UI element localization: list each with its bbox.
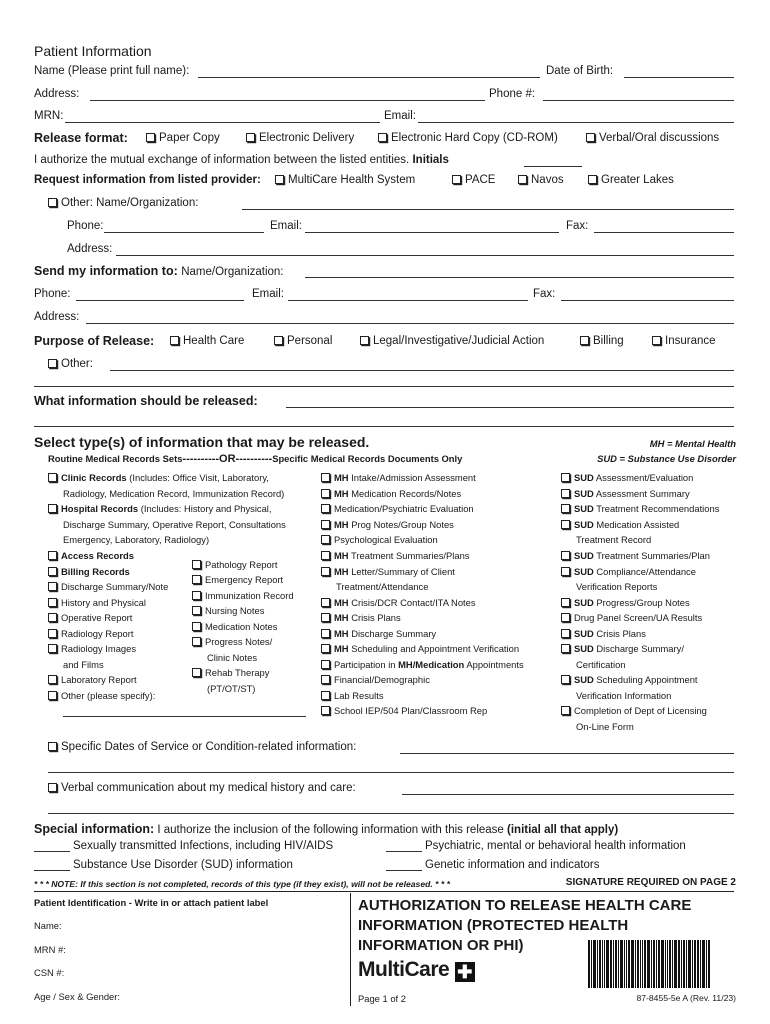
clinic-records-desc: Radiology, Medication Record, Immunization Record): [63, 488, 285, 499]
note-text: * * * NOTE: If this section is not completed, records of this type (if they exist), will not be released. * * *: [34, 879, 450, 889]
mh-intake[interactable]: MH Intake/Admission Assessment: [321, 472, 476, 483]
form-title-line2: INFORMATION (PROTECTED HEALTH: [358, 917, 629, 934]
send-name-field[interactable]: [305, 277, 734, 278]
mh-treatment-summaries[interactable]: MH Treatment Summaries/Plans: [321, 550, 469, 561]
checkbox-icon: [561, 489, 570, 498]
provider-fax-label: Fax:: [566, 220, 589, 232]
checkbox-icon: [561, 644, 570, 653]
provider-other[interactable]: Other: Name/Organization:: [48, 197, 198, 209]
name-field[interactable]: [198, 77, 540, 78]
email-label: Email:: [384, 110, 416, 122]
checkbox-icon: [586, 133, 595, 142]
emergency-report[interactable]: Emergency Report: [192, 574, 283, 585]
sud-initial-field[interactable]: [34, 870, 70, 871]
checkbox-icon: [192, 591, 201, 600]
checkbox-icon: [561, 567, 570, 576]
purpose-other-field[interactable]: [110, 370, 734, 371]
certification: Certification: [576, 659, 626, 670]
bottom-rule: [34, 891, 734, 892]
checkbox-icon: [192, 560, 201, 569]
mrn-label: MRN:: [34, 110, 64, 122]
hospital-records-desc: Discharge Summary, Operative Report, Consultations: [63, 519, 286, 530]
checkbox-icon: [192, 622, 201, 631]
checkbox-icon: [321, 489, 330, 498]
request-provider-label: Request information from listed provider:: [34, 174, 261, 186]
clinic-records[interactable]: Clinic Records (Includes: Office Visit, Laboratory,: [48, 472, 269, 483]
send-email-field[interactable]: [288, 300, 528, 301]
release-verbal[interactable]: Verbal/Oral discussions: [586, 132, 719, 144]
and-films: and Films: [63, 659, 104, 670]
provider-phone-label: Phone:: [67, 220, 104, 232]
what-info-label: What information should be released:: [34, 394, 258, 408]
checkbox-icon: [378, 133, 387, 142]
sud-medication-assisted[interactable]: SUD Medication Assisted: [561, 519, 679, 530]
what-info-field[interactable]: [286, 407, 734, 408]
verification-information: Verification Information: [576, 690, 672, 701]
psych-label: Psychiatric, mental or behavioral health information: [425, 840, 686, 852]
genetic-label: Genetic information and indicators: [425, 859, 600, 871]
checkbox-icon: [321, 598, 330, 607]
purpose-insurance[interactable]: Insurance: [652, 335, 716, 347]
mh-crisis-dcr[interactable]: MH Crisis/DCR Contact/ITA Notes: [321, 597, 476, 608]
other-specify-field[interactable]: [63, 716, 306, 717]
clinic-notes: Clinic Notes: [207, 652, 258, 663]
patient-id-age[interactable]: Age / Sex & Gender:: [34, 991, 120, 1002]
nursing-notes[interactable]: Nursing Notes: [192, 605, 264, 616]
checkbox-icon: [321, 520, 330, 529]
checkbox-icon: [360, 336, 369, 345]
verbal-communication[interactable]: Verbal communication about my medical history and care:: [48, 782, 356, 794]
checkbox-icon: [561, 629, 570, 638]
purpose-legal[interactable]: Legal/Investigative/Judicial Action: [360, 335, 544, 347]
discharge-summary[interactable]: Discharge Summary/Note: [48, 581, 168, 592]
sud-compliance[interactable]: SUD Compliance/Attendance: [561, 566, 696, 577]
participation-mh[interactable]: Participation in MH/Medication Appointments: [321, 659, 524, 670]
form-title-line3: INFORMATION OR PHI): [358, 937, 524, 954]
genetic-initial-field[interactable]: [386, 870, 422, 871]
provider-fax-field[interactable]: [594, 232, 734, 233]
checkbox-icon: [321, 644, 330, 653]
specific-dates-line2[interactable]: [48, 772, 734, 773]
provider-address-field[interactable]: [116, 255, 734, 256]
checkbox-icon: [321, 660, 330, 669]
signature-required: SIGNATURE REQUIRED ON PAGE 2: [565, 877, 736, 888]
rehab-therapy[interactable]: Rehab Therapy: [192, 667, 269, 678]
send-to: Send my information to: Name/Organization:: [34, 264, 284, 278]
completion-dept-licensing[interactable]: Completion of Dept of Licensing: [561, 705, 707, 716]
drug-panel-screen[interactable]: Drug Panel Screen/UA Results: [561, 612, 702, 623]
send-email-label: Email:: [252, 288, 284, 300]
mh-legend: MH = Mental Health: [649, 438, 736, 449]
provider-other-field[interactable]: [242, 209, 734, 210]
checkbox-icon: [48, 675, 57, 684]
logo-cross-icon: ✚: [455, 962, 475, 982]
verbal-field[interactable]: [402, 794, 734, 795]
sud-treatment-summaries[interactable]: SUD Treatment Summaries/Plan: [561, 550, 710, 561]
checkbox-icon: [48, 473, 57, 482]
form-title-line1: AUTHORIZATION TO RELEASE HEALTH CARE: [358, 897, 692, 914]
hospital-records[interactable]: Hospital Records (Includes: History and Physical,: [48, 503, 272, 514]
barcode: [588, 940, 738, 988]
checkbox-icon: [48, 783, 57, 792]
checkbox-icon: [321, 504, 330, 513]
mrn-field[interactable]: [65, 122, 380, 123]
mh-prog-notes[interactable]: MH Prog Notes/Group Notes: [321, 519, 454, 530]
release-cd-rom[interactable]: Electronic Hard Copy (CD-ROM): [378, 132, 558, 144]
checkbox-icon: [274, 336, 283, 345]
checkbox-icon: [48, 644, 57, 653]
send-address-label: Address:: [34, 311, 80, 323]
checkbox-icon: [48, 582, 57, 591]
checkbox-icon: [561, 504, 570, 513]
checkbox-icon: [192, 637, 201, 646]
immunization-record[interactable]: Immunization Record: [192, 590, 294, 601]
mh-crisis-plans[interactable]: MH Crisis Plans: [321, 612, 401, 623]
checkbox-icon: [246, 133, 255, 142]
checkbox-icon: [561, 706, 570, 715]
checkbox-icon: [561, 473, 570, 482]
send-phone-field[interactable]: [76, 300, 244, 301]
release-format-label: Release format:: [34, 131, 128, 145]
checkbox-icon: [652, 336, 661, 345]
patient-id-csn[interactable]: CSN #:: [34, 967, 65, 978]
school-iep[interactable]: School IEP/504 Plan/Classroom Rep: [321, 705, 487, 716]
treatment-record: Treatment Record: [576, 534, 652, 545]
pt-ot-st: (PT/OT/ST): [207, 683, 256, 694]
checkbox-icon: [48, 504, 57, 513]
patient-id-mrn[interactable]: MRN #:: [34, 944, 66, 955]
checkbox-icon: [146, 133, 155, 142]
psychological-evaluation[interactable]: Psychological Evaluation: [321, 534, 438, 545]
checkbox-icon: [192, 668, 201, 677]
bottom-divider: [350, 893, 351, 1006]
sud-assessment-summary[interactable]: SUD Assessment Summary: [561, 488, 690, 499]
checkbox-icon: [48, 613, 57, 622]
other-specify[interactable]: Other (please specify):: [48, 690, 155, 701]
medication-psychiatric-eval[interactable]: Medication/Psychiatric Evaluation: [321, 503, 474, 514]
checkbox-icon: [321, 706, 330, 715]
checkbox-icon: [321, 473, 330, 482]
checkbox-icon: [275, 175, 284, 184]
address-label: Address:: [34, 88, 80, 100]
checkbox-icon: [48, 629, 57, 638]
checkbox-icon: [518, 175, 527, 184]
send-phone-label: Phone:: [34, 288, 71, 300]
checkbox-icon: [48, 551, 57, 560]
provider-pace[interactable]: PACE: [452, 174, 495, 186]
release-electronic-delivery[interactable]: Electronic Delivery: [246, 132, 354, 144]
page-title: Patient Information: [34, 43, 152, 59]
checkbox-icon: [48, 359, 57, 368]
sud-legend: SUD = Substance Use Disorder: [597, 453, 736, 464]
checkbox-icon: [321, 551, 330, 560]
verbal-line2[interactable]: [48, 813, 734, 814]
checkbox-icon: [561, 551, 570, 560]
phone-field[interactable]: [543, 100, 734, 101]
release-paper-copy[interactable]: Paper Copy: [146, 132, 220, 144]
page-number: Page 1 of 2: [358, 993, 406, 1004]
checkbox-icon: [561, 520, 570, 529]
name-label: Name (Please print full name):: [34, 65, 190, 77]
address-field[interactable]: [90, 100, 485, 101]
mh-discharge-summary[interactable]: MH Discharge Summary: [321, 628, 436, 639]
progress-notes[interactable]: Progress Notes/: [192, 636, 272, 647]
initials-field[interactable]: [524, 166, 582, 167]
checkbox-icon: [321, 629, 330, 638]
authorize-text: I authorize the mutual exchange of information between the listed entities. Initials: [34, 154, 449, 166]
email-field[interactable]: [418, 122, 734, 123]
provider-email-field[interactable]: [305, 232, 559, 233]
phone-label: Phone #:: [489, 88, 536, 100]
checkbox-icon: [561, 675, 570, 684]
operative-report[interactable]: Operative Report: [48, 612, 132, 623]
checkbox-icon: [48, 198, 57, 207]
sud-discharge-summary[interactable]: SUD Discharge Summary/: [561, 643, 684, 654]
specific-dates-field[interactable]: [400, 753, 734, 754]
sud-crisis-plans[interactable]: SUD Crisis Plans: [561, 628, 646, 639]
purpose-other-line2[interactable]: [34, 386, 734, 387]
psych-initial-field[interactable]: [386, 851, 422, 852]
sud-assessment-eval[interactable]: SUD Assessment/Evaluation: [561, 472, 693, 483]
checkbox-icon: [321, 691, 330, 700]
provider-multicare[interactable]: MultiCare Health System: [275, 174, 415, 186]
provider-email-label: Email:: [270, 220, 302, 232]
checkbox-icon: [48, 691, 57, 700]
sti-label: Sexually transmitted Infections, including HIV/AIDS: [73, 840, 334, 852]
hospital-records-desc2: Emergency, Laboratory, Radiology): [63, 534, 210, 545]
sti-initial-field[interactable]: [34, 851, 70, 852]
sud-treatment-recommendations[interactable]: SUD Treatment Recommendations: [561, 503, 719, 514]
sud-label: Substance Use Disorder (SUD) information: [73, 859, 293, 871]
patient-id-title: Patient Identification - Write in or attach patient label: [34, 897, 269, 908]
select-types-title: Select type(s) of information that may be released.: [34, 434, 370, 450]
patient-id-name[interactable]: Name:: [34, 920, 62, 931]
mh-letter-summary[interactable]: MH Letter/Summary of Client: [321, 566, 455, 577]
provider-address-label: Address:: [67, 243, 113, 255]
checkbox-icon: [192, 575, 201, 584]
checkbox-icon: [561, 598, 570, 607]
send-fax-field[interactable]: [561, 300, 734, 301]
checkbox-icon: [452, 175, 461, 184]
specific-dates[interactable]: Specific Dates of Service or Condition-related information:: [48, 741, 356, 753]
financial-demographic[interactable]: Financial/Demographic: [321, 674, 430, 685]
logo-text: MultiCare: [358, 958, 450, 981]
checkbox-icon: [561, 613, 570, 622]
send-address-field[interactable]: [86, 323, 734, 324]
access-records[interactable]: Access Records: [48, 550, 134, 561]
checkbox-icon: [170, 336, 179, 345]
dob-field[interactable]: [624, 77, 734, 78]
special-info: Special information: I authorize the inclusion of the following information with this release (initial all that apply): [34, 822, 619, 836]
mh-scheduling[interactable]: MH Scheduling and Appointment Verification: [321, 643, 519, 654]
provider-phone-field[interactable]: [104, 232, 264, 233]
billing-records[interactable]: Billing Records: [48, 566, 130, 577]
online-form: On-Line Form: [576, 721, 634, 732]
provider-greater-lakes[interactable]: Greater Lakes: [588, 174, 674, 186]
checkbox-icon: [321, 613, 330, 622]
lab-results[interactable]: Lab Results: [321, 690, 384, 701]
what-info-line2[interactable]: [34, 426, 734, 427]
checkbox-icon: [48, 742, 57, 751]
treatment-attendance: Treatment/Attendance: [336, 581, 429, 592]
routine-header: Routine Medical Records Sets----------OR----------Specific Medical Records Documents Only: [48, 453, 463, 465]
checkbox-icon: [321, 567, 330, 576]
checkbox-icon: [588, 175, 597, 184]
purpose-other[interactable]: Other:: [48, 358, 93, 370]
checkbox-icon: [580, 336, 589, 345]
verification-reports: Verification Reports: [576, 581, 658, 592]
form-number: 87-8455-5e A (Rev. 11/23): [636, 993, 736, 1003]
sud-scheduling[interactable]: SUD Scheduling Appointment: [561, 674, 698, 685]
purpose-health-care[interactable]: Health Care: [170, 335, 244, 347]
radiology-images[interactable]: Radiology Images: [48, 643, 136, 654]
radiology-report[interactable]: Radiology Report: [48, 628, 133, 639]
sud-progress-notes[interactable]: SUD Progress/Group Notes: [561, 597, 690, 608]
provider-navos[interactable]: Navos: [518, 174, 564, 186]
checkbox-icon: [48, 598, 57, 607]
checkbox-icon: [321, 535, 330, 544]
multicare-logo: [358, 958, 475, 982]
purpose-personal[interactable]: Personal: [274, 335, 332, 347]
pathology-report[interactable]: Pathology Report: [192, 559, 277, 570]
purpose-billing[interactable]: Billing: [580, 335, 624, 347]
history-physical[interactable]: History and Physical: [48, 597, 146, 608]
send-fax-label: Fax:: [533, 288, 556, 300]
checkbox-icon: [192, 606, 201, 615]
checkbox-icon: [321, 675, 330, 684]
laboratory-report[interactable]: Laboratory Report: [48, 674, 137, 685]
medication-notes[interactable]: Medication Notes: [192, 621, 277, 632]
purpose-label: Purpose of Release:: [34, 334, 155, 348]
dob-label: Date of Birth:: [546, 65, 614, 77]
checkbox-icon: [48, 567, 57, 576]
mh-medication-records[interactable]: MH Medication Records/Notes: [321, 488, 461, 499]
